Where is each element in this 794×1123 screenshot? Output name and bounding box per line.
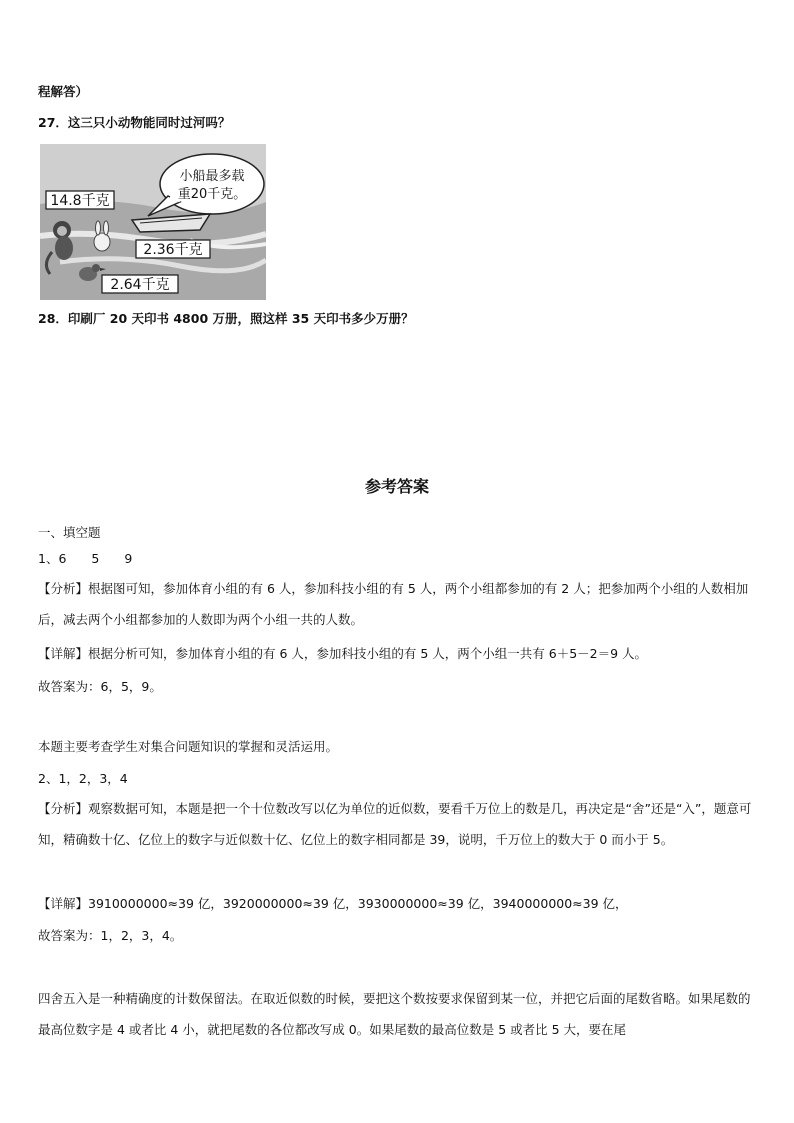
bubble-line-1: 小船最多载 [179, 169, 245, 184]
continued-line: 程解答） [38, 84, 89, 99]
section-1-heading: 一、填空题 [38, 525, 101, 540]
bird-weight: 2.64千克 [110, 277, 170, 293]
answer-2-analysis: 【分析】观察数据可知，本题是把一个十位数改写以亿为单位的近似数，要看千万位上的数是几，再决定是“舍”还是“入”，题意可知，精确数十亿、亿位上的数字与近似数十亿、亿位上的数字相同都是 39，说明，千万位上的数大于 0 而小于 5。 [38, 801, 752, 847]
answer-2-header: 2、1，2，3，4 [38, 771, 128, 786]
bubble-line-2: 重20千克。 [177, 187, 247, 202]
answer-2-final: 故答案为：1，2，3，4。 [38, 928, 183, 943]
answer-2-note: 四舍五入是一种精确度的计数保留法。在取近似数的时候，要把这个数按要求保留到某一位，并把它后面的尾数省略。如果尾数的最高位数字是 4 或者比 4 小，就把尾数的各位都改写成 0。如果尾数的最高位数是 5 或者比 5 大，要在尾 [38, 991, 751, 1037]
rabbit-weight: 2.36千克 [143, 242, 203, 258]
river-crossing-illustration [40, 144, 266, 300]
answer-1-final: 故答案为：6，5，9。 [38, 679, 162, 694]
answer-1-analysis: 【分析】根据图可知，参加体育小组的有 6 人，参加科技小组的有 5 人，两个小组都参加的有 2 人；把参加两个小组的人数相加后，减去两个小组都参加的人数即为两个小组一共的人数。 [38, 581, 749, 627]
answer-2-detail: 【详解】3910000000≈39 亿，3920000000≈39 亿，3930000000≈39 亿，3940000000≈39 亿， [38, 896, 628, 911]
answer-1-note: 本题主要考查学生对集合问题知识的掌握和灵活运用。 [38, 739, 339, 754]
question-27: 27．这三只小动物能同时过河吗？ [38, 115, 231, 130]
monkey-weight: 14.8千克 [50, 193, 110, 209]
answer-1-detail: 【详解】根据分析可知，参加体育小组的有 6 人，参加科技小组的有 5 人，两个小组一共有 6＋5－2＝9 人。 [38, 646, 648, 661]
answers-title: 参考答案 [364, 477, 429, 496]
answer-1-header: 1、6 5 9 [38, 551, 133, 566]
question-28: 28．印刷厂 20 天印书 4800 万册，照这样 35 天印书多少万册？ [38, 311, 414, 326]
